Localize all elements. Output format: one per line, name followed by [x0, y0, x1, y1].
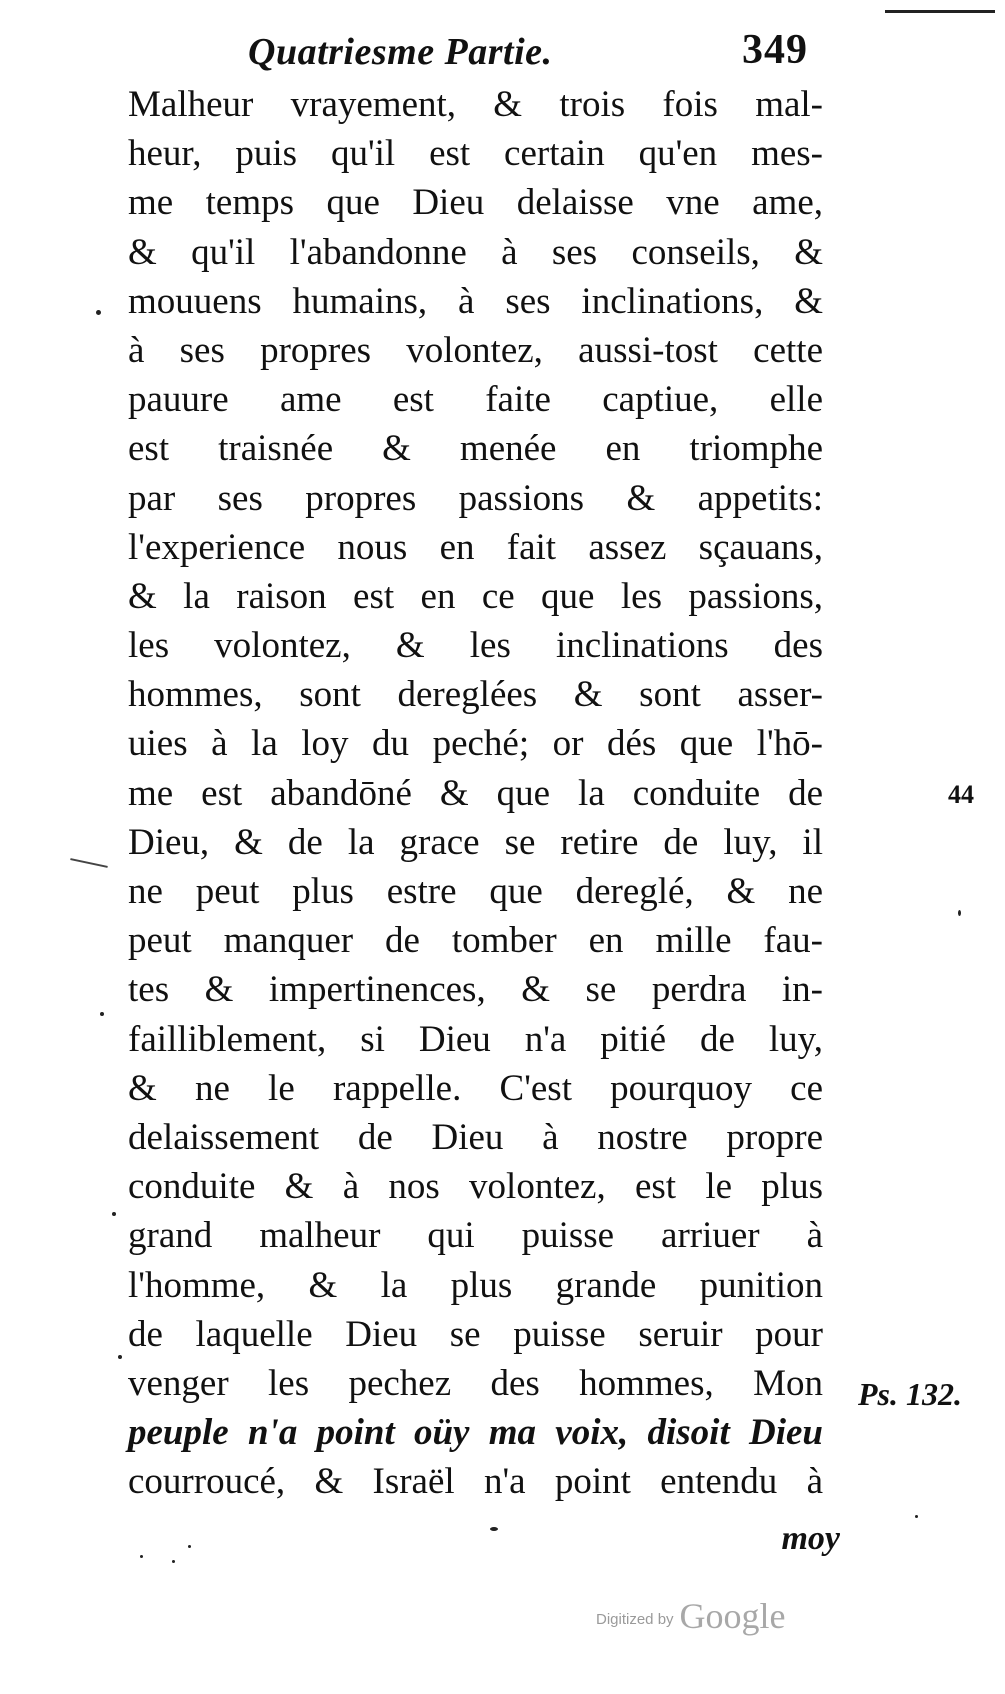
ink-speck	[958, 910, 961, 916]
text-line-7: pauure ame est faite captiue, elle	[128, 379, 823, 421]
digitized-by-label: Digitized by	[596, 1611, 674, 1628]
text-line-10: l'experience nous en fait assez sçauans,	[128, 526, 823, 568]
text-line-29: courroucé, & Israël n'a point entendu à	[128, 1461, 823, 1503]
text-line-28: peuple n'a point oüy ma voix, disoit Dieu	[128, 1412, 823, 1454]
page-number: 349	[742, 27, 808, 73]
ink-speck	[172, 1560, 175, 1563]
text-line-1: Malheur vrayement, & trois fois mal-	[128, 84, 823, 125]
top-edge-rule	[885, 10, 995, 13]
text-line-20: failliblement, si Dieu n'a pitié de luy,	[128, 1018, 823, 1060]
ink-speck	[140, 1555, 143, 1558]
page-header	[248, 22, 808, 82]
google-logo: Google	[679, 1596, 786, 1636]
text-line-19: tes & impertinences, & se perdra in-	[128, 969, 823, 1011]
text-line-18: peut manquer de tomber en mille fau-	[128, 920, 823, 962]
text-line-17: ne peut plus estre que dereglé, & ne	[128, 871, 823, 912]
text-line-22: delaissement de Dieu à nostre propre	[128, 1116, 823, 1158]
text-line-16: Dieu, & de la grace se retire de luy, il	[128, 821, 823, 863]
ink-stroke	[70, 858, 108, 868]
text-line-14: uies à la loy du peché; or dés que l'hō-	[128, 723, 823, 765]
text-line-25: l'homme, & la plus grande punition	[128, 1264, 823, 1306]
text-line-5: mouuens humains, à ses inclinations, &	[128, 280, 823, 322]
text-line-13: hommes, sont dereglées & sont asser-	[128, 674, 823, 716]
ink-speck	[118, 1355, 122, 1359]
text-line-2: heur, puis qu'il est certain qu'en mes-	[128, 133, 823, 175]
running-head: Quatriesme Partie.	[248, 31, 553, 73]
text-line-9: par ses propres passions & appetits:	[128, 477, 823, 519]
text-line-3: me temps que Dieu delaisse vne ame,	[128, 182, 823, 224]
text-line-23: conduite & à nos volontez, est le plus	[128, 1166, 823, 1208]
text-line-27: venger les pechez des hommes, Mon	[128, 1362, 823, 1404]
text-line-6: à ses propres volontez, aussi-tost cette	[128, 329, 823, 371]
text-line-24: grand malheur qui puisse arriuer à	[128, 1215, 823, 1257]
margin-note-psalm: Ps. 132.	[858, 1376, 962, 1412]
ink-speck	[188, 1545, 191, 1548]
ink-speck	[100, 1012, 104, 1016]
margin-mark: 44	[948, 780, 974, 809]
body-text	[128, 80, 823, 1506]
ink-speck	[112, 1212, 116, 1216]
text-line-8: est traisnée & menée en triomphe	[128, 428, 823, 470]
text-line-4: & qu'il l'abandonne à ses conseils, &	[128, 231, 823, 273]
ink-speck	[96, 310, 101, 315]
catchword: moy	[781, 1520, 840, 1557]
text-line-26: de laquelle Dieu se puisse seruir pour	[128, 1313, 823, 1355]
ink-speck	[490, 1527, 498, 1531]
text-line-12: les volontez, & les inclinations des	[128, 625, 823, 667]
ink-speck	[915, 1515, 918, 1518]
text-line-11: & la raison est en ce que les passions,	[128, 575, 823, 617]
text-line-15: me est abandōné & que la conduite de	[128, 772, 823, 814]
text-line-21: & ne le rappelle. C'est pourquoy ce	[128, 1067, 823, 1109]
google-digitized-watermark	[596, 1594, 786, 1634]
